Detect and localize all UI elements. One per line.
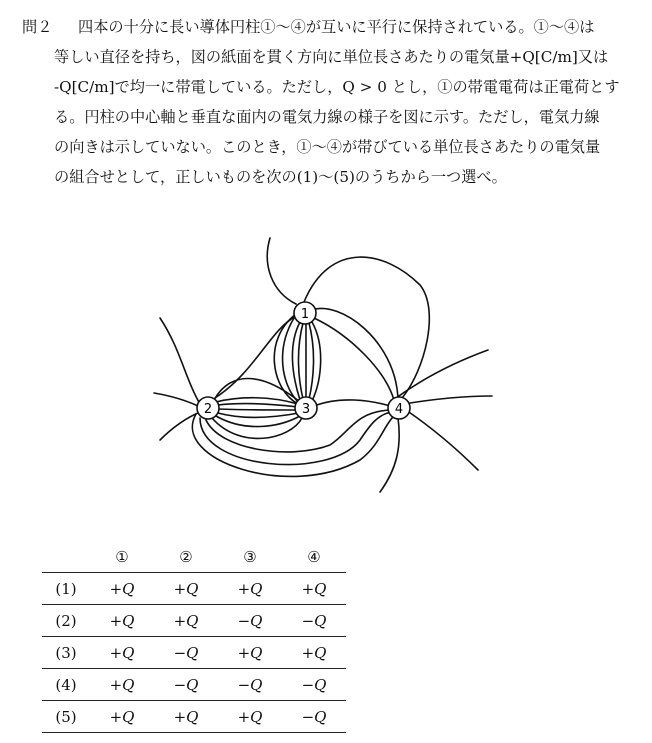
cylinder-2-label: 2 xyxy=(203,402,213,417)
field-line xyxy=(218,404,298,407)
field-line xyxy=(380,418,399,492)
cylinder-1-label: 1 xyxy=(300,307,310,322)
choice-value: +Q xyxy=(218,573,282,605)
field-line xyxy=(160,318,200,404)
choice-value: +Q xyxy=(90,605,154,637)
header-cylinder-4: ④ xyxy=(307,548,321,566)
question-line: の組合せとして，正しいものを次の(1)〜(5)のうちから一つ選べ。 xyxy=(54,168,507,186)
choice-value: +Q xyxy=(154,573,218,605)
header-cylinder-1: ① xyxy=(115,548,129,566)
field-line xyxy=(218,409,298,410)
header-cylinder-3: ③ xyxy=(243,548,257,566)
choice-value: −Q xyxy=(218,605,282,637)
choice-value: −Q xyxy=(282,605,346,637)
question-line: る。円柱の中心軸と垂直な面内の電気力線の様子を図に示す。ただし，電気力線 xyxy=(54,108,600,126)
choice-value: −Q xyxy=(218,669,282,701)
choice-value: +Q xyxy=(154,701,218,733)
choice-value: +Q xyxy=(154,605,218,637)
choice-value: −Q xyxy=(154,637,218,669)
choice-number: (1) xyxy=(42,573,90,605)
field-line xyxy=(218,413,299,418)
field-line-diagram xyxy=(150,228,500,498)
table-row xyxy=(42,669,346,701)
choice-number: (4) xyxy=(42,669,90,701)
table-row xyxy=(42,605,346,637)
choice-value: −Q xyxy=(282,701,346,733)
field-line xyxy=(406,410,478,470)
question-line: 四本の十分に長い導体円柱①〜④が互いに平行に保持されている。①〜④は xyxy=(78,18,595,36)
choice-value: +Q xyxy=(282,573,346,605)
field-line xyxy=(404,396,492,404)
cylinders xyxy=(197,302,410,419)
choice-value: +Q xyxy=(90,701,154,733)
field-lines xyxy=(154,238,492,492)
field-line xyxy=(314,400,390,406)
answer-choices-table xyxy=(42,542,346,733)
choice-value: −Q xyxy=(154,669,218,701)
field-line xyxy=(309,323,314,399)
field-line xyxy=(304,257,429,398)
field-line xyxy=(396,350,488,398)
field-line xyxy=(298,323,303,399)
field-line xyxy=(314,318,394,400)
choice-number: (3) xyxy=(42,637,90,669)
field-line xyxy=(267,238,296,304)
header-cylinder-2: ② xyxy=(179,548,193,566)
choice-value: +Q xyxy=(218,637,282,669)
table-row xyxy=(42,573,346,605)
field-line xyxy=(312,308,398,398)
field-line xyxy=(192,414,394,476)
table-row xyxy=(42,701,346,733)
field-line xyxy=(154,393,198,406)
choice-value: +Q xyxy=(90,573,154,605)
choice-number: (5) xyxy=(42,701,90,733)
choice-number: (2) xyxy=(42,605,90,637)
field-line xyxy=(274,314,298,404)
choice-value: +Q xyxy=(282,637,346,669)
question-number: 問２ xyxy=(22,18,53,36)
table-row xyxy=(42,637,346,669)
table-header-row xyxy=(42,542,346,573)
question-line: 等しい直径を持ち，図の紙面を貫く方向に単位長さあたりの電気量+Q[C/m]又は xyxy=(54,48,609,66)
choice-value: +Q xyxy=(218,701,282,733)
field-line-figure xyxy=(150,228,500,498)
question-line: の向きは示していない。このとき，①〜④が帯びている単位長さあたりの電気量 xyxy=(54,138,601,156)
choice-value: −Q xyxy=(282,669,346,701)
cylinder-3-label: 3 xyxy=(301,402,311,417)
cylinder-4-label: 4 xyxy=(394,402,404,417)
question-line: -Q[C/m]で均一に帯電している。ただし，Q > 0 とし，①の帯電電荷は正電荷とす xyxy=(54,78,620,96)
choice-value: +Q xyxy=(90,669,154,701)
header-blank xyxy=(42,542,90,573)
choice-value: +Q xyxy=(90,637,154,669)
